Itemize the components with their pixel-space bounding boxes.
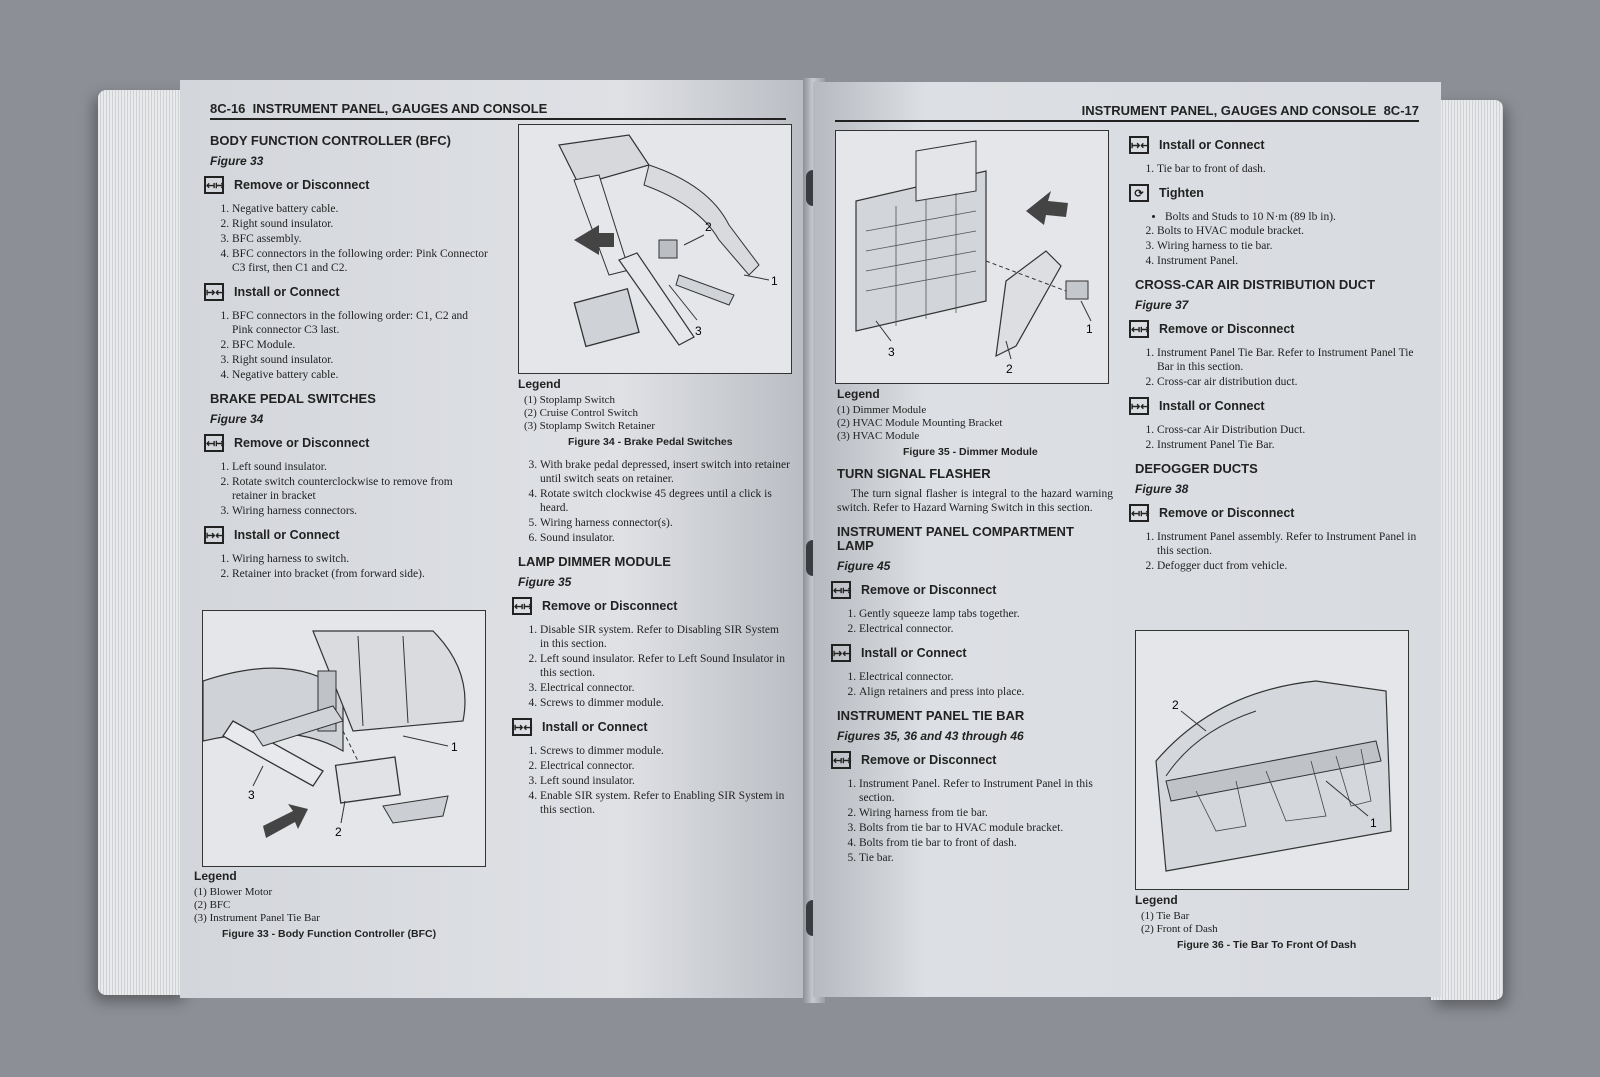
brake-pedal-diagram (519, 125, 791, 373)
brake-figure-ref: Figure 34 (210, 412, 264, 426)
dimmer-module-diagram (836, 131, 1108, 383)
install-connect-icon: ↦↤ (204, 526, 224, 544)
compartment-remove-list: 1. Gently squeeze lamp tabs together. 2. Electrical connector. (837, 607, 1113, 636)
left-header-title: INSTRUMENT PANEL, GAUGES AND CONSOLE (252, 101, 548, 116)
install-connect-icon: ↦↤ (512, 718, 532, 736)
lamp-install-list: 1. Screws to dimmer module. 2. Electrical connector. 3. Left sound insulator. 4. Enable SIR system. Refer to Enabling SIR System in this section. (518, 744, 790, 817)
figure-34-illustration (518, 124, 792, 374)
callout-3: 3 (248, 788, 255, 802)
remove-disconnect-icon: ↤↦ (1129, 320, 1149, 338)
brake-heading: BRAKE PEDAL SWITCHES (210, 391, 376, 406)
bfc-heading: BODY FUNCTION CONTROLLER (BFC) (210, 133, 451, 148)
tie-bar-install-list-cont: 2. Bolts to HVAC module bracket. 3. Wiring harness to tie bar. 4. Instrument Panel. (1135, 224, 1417, 268)
callout-2: 2 (1172, 698, 1179, 712)
bfc-install-list: 1. BFC connectors in the following order: C1, C2 and Pink connector C3 last. 2. BFC Module. 3. Right sound insulator. 4. Negative battery cable. (210, 309, 490, 382)
brake-install-list-cont: 3. With brake pedal depressed, insert switch into retainer until switch seats on retainer. 4. Rotate switch clockwise 45 degrees until a click is heard. 5. Wiring harness connector(s). 6. Sound insulator. (518, 458, 790, 545)
turn-signal-heading: TURN SIGNAL FLASHER (837, 466, 991, 481)
left-page-right-column (514, 458, 790, 823)
figure-35-illustration (835, 130, 1109, 384)
callout-1: 1 (1086, 322, 1093, 336)
lamp-heading: LAMP DIMMER MODULE (518, 554, 671, 569)
brake-remove-heading: ↤↦ Remove or Disconnect (206, 436, 370, 450)
cross-car-heading: CROSS-CAR AIR DISTRIBUTION DUCT (1135, 277, 1376, 292)
turn-signal-text: The turn signal flasher is integral to the hazard warning switch. Refer to Hazard Warning Switch in this section. (837, 488, 1113, 514)
compartment-lamp-heading: INSTRUMENT PANEL COMPARTMENT LAMP (837, 524, 1074, 553)
left-header (210, 94, 786, 120)
install-connect-icon: ↦↤ (831, 644, 851, 662)
right-page-left-column (833, 457, 1113, 871)
bfc-remove-list: 1. Negative battery cable. 2. Right sound insulator. 3. BFC assembly. 4. BFC connectors in the following order: Pink Connector C3 first, then C1 and C2. (210, 202, 490, 275)
figure-36-legend: Legend (1) Tie Bar (2) Front of Dash Figure 36 - Tie Bar To Front Of Dash (1135, 894, 1415, 952)
defogger-remove-heading: ↤↦ Remove or Disconnect (1131, 506, 1295, 520)
callout-2: 2 (1006, 362, 1013, 376)
callout-1: 1 (771, 274, 778, 288)
compartment-remove-heading: ↤↦ Remove or Disconnect (833, 583, 997, 597)
left-page (180, 80, 810, 998)
remove-disconnect-icon: ↤↦ (204, 176, 224, 194)
lamp-remove-heading: ↤↦ Remove or Disconnect (514, 599, 678, 613)
callout-1: 1 (1370, 816, 1377, 830)
tie-bar-figure-ref: Figures 35, 36 and 43 through 46 (837, 729, 1024, 743)
brake-remove-list: 1. Left sound insulator. 2. Rotate switch counterclockwise to remove from retainer in bracket 3. Wiring harness connectors. (210, 460, 490, 518)
install-connect-icon: ↦↤ (204, 283, 224, 301)
bfc-diagram (203, 611, 485, 866)
bfc-remove-heading: ↤↦ Remove or Disconnect (206, 178, 370, 192)
figure-36-illustration (1135, 630, 1409, 890)
page-edges-right (1431, 100, 1503, 1000)
callout-2: 2 (705, 220, 712, 234)
install-connect-icon: ↦↤ (1129, 136, 1149, 154)
remove-disconnect-icon: ↤↦ (204, 434, 224, 452)
defogger-remove-list: 1. Instrument Panel assembly. Refer to Instrument Panel in this section. 2. Defogger duct from vehicle. (1135, 530, 1417, 573)
left-page-number: 8C-16 (210, 101, 246, 116)
right-header (835, 96, 1419, 122)
cross-car-remove-list: 1. Instrument Panel Tie Bar. Refer to Instrument Panel Tie Bar in this section. 2. Cross-car air distribution duct. (1135, 346, 1417, 389)
remove-disconnect-icon: ↤↦ (831, 751, 851, 769)
defogger-heading: DEFOGGER DUCTS (1135, 461, 1258, 476)
lamp-install-heading: ↦↤ Install or Connect (514, 720, 648, 734)
page-edges-left (98, 90, 188, 995)
remove-disconnect-icon: ↤↦ (831, 581, 851, 599)
cross-car-install-heading: ↦↤ Install or Connect (1131, 399, 1265, 413)
lamp-remove-list: 1. Disable SIR system. Refer to Disabling SIR System in this section. 2. Left sound insulator. Refer to Left Sound Insulator in this section. 3. Electrical connector. 4. Screws to dimmer module. (518, 623, 790, 710)
remove-disconnect-icon: ↤↦ (1129, 504, 1149, 522)
left-column (206, 124, 490, 587)
open-manual (98, 70, 1503, 1010)
callout-2: 2 (335, 825, 342, 839)
compartment-install-heading: ↦↤ Install or Connect (833, 646, 967, 660)
brake-install-heading: ↦↤ Install or Connect (206, 528, 340, 542)
callout-1: 1 (451, 740, 458, 754)
right-page (813, 82, 1441, 997)
tie-bar-remove-heading: ↤↦ Remove or Disconnect (833, 753, 997, 767)
remove-disconnect-icon: ↤↦ (512, 597, 532, 615)
tighten-spec: • Bolts and Studs to 10 N·m (89 lb in). (1135, 210, 1417, 224)
install-connect-icon: ↦↤ (1129, 397, 1149, 415)
figure-34-legend: Legend (1) Stoplamp Switch (2) Cruise Control Switch (3) Stoplamp Switch Retainer Figure 34 - Brake Pedal Switches (518, 378, 798, 449)
cross-car-install-list: 1. Cross-car Air Distribution Duct. 2. Instrument Panel Tie Bar. (1135, 423, 1417, 452)
figure-33-caption: Figure 33 - Body Function Controller (BFC) (222, 928, 437, 940)
callout-3: 3 (695, 324, 702, 338)
figure-34-caption: Figure 34 - Brake Pedal Switches (568, 436, 733, 448)
bfc-figure-ref: Figure 33 (210, 154, 264, 168)
tie-bar-install-heading: ↦↤ Install or Connect (1131, 138, 1265, 152)
callout-3: 3 (888, 345, 895, 359)
tie-bar-install-list: 1. Tie bar to front of dash. (1135, 162, 1417, 176)
right-page-number: 8C-17 (1383, 103, 1419, 118)
figure-35-legend: Legend (1) Dimmer Module (2) HVAC Module Mounting Bracket (3) HVAC Module Figure 35 - Dimmer Module (837, 388, 1117, 459)
figure-33-illustration (202, 610, 486, 867)
right-header-title: INSTRUMENT PANEL, GAUGES AND CONSOLE (1081, 103, 1377, 118)
tie-bar-heading: INSTRUMENT PANEL TIE BAR (837, 708, 1025, 723)
figure-35-caption: Figure 35 - Dimmer Module (903, 446, 1038, 458)
compartment-figure-ref: Figure 45 (837, 559, 891, 573)
compartment-install-list: 1. Electrical connector. 2. Align retainers and press into place. (837, 670, 1113, 699)
tie-bar-diagram (1136, 631, 1408, 889)
figure-36-caption: Figure 36 - Tie Bar To Front Of Dash (1177, 939, 1357, 951)
tie-bar-tighten-heading: ⟳ Tighten (1129, 184, 1417, 202)
figure-33-legend: Legend (1) Blower Motor (2) BFC (3) Instrument Panel Tie Bar Figure 33 - Body Function Controller (BFC) (194, 870, 494, 941)
bfc-install-heading: ↦↤ Install or Connect (206, 285, 340, 299)
lamp-figure-ref: Figure 35 (518, 575, 572, 589)
tighten-icon: ⟳ (1129, 184, 1149, 202)
cross-car-remove-heading: ↤↦ Remove or Disconnect (1131, 322, 1295, 336)
right-page-right-column (1131, 128, 1417, 579)
cross-car-figure-ref: Figure 37 (1135, 298, 1189, 312)
brake-install-list: 1. Wiring harness to switch. 2. Retainer into bracket (from forward side). (210, 552, 490, 581)
tie-bar-remove-list: 1. Instrument Panel. Refer to Instrument Panel in this section. 2. Wiring harness from tie bar. 3. Bolts from tie bar to HVAC module bracket. 4. Bolts from tie bar to front of dash. 5. Tie bar. (837, 777, 1113, 865)
defogger-figure-ref: Figure 38 (1135, 482, 1189, 496)
